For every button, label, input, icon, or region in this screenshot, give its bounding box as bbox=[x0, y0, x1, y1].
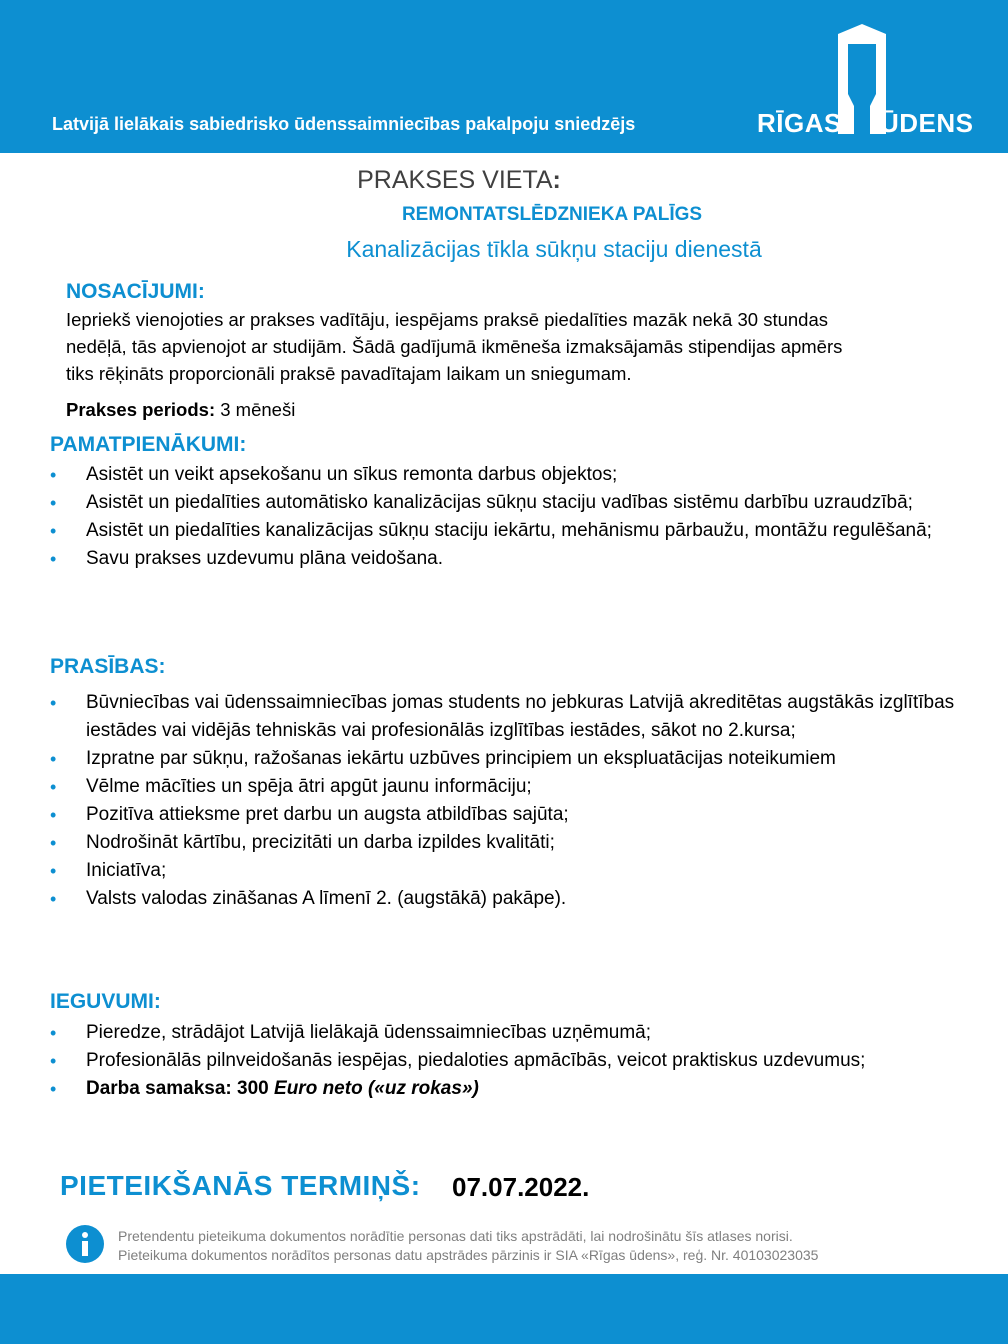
logo-text-left: RĪGAS bbox=[757, 108, 842, 138]
privacy-note bbox=[118, 1227, 818, 1265]
conditions-line: nedēļā, tās apvienojot ar studijām. Šādā gadījumā ikmēneša izmaksājamās stipendijas apmērs bbox=[66, 336, 843, 357]
benefits-list bbox=[50, 1019, 910, 1103]
requirements-heading: PRASĪBAS: bbox=[50, 655, 166, 678]
list-item: • Valsts valodas zināšanas A līmenī 2. (augstākā) pakāpe). bbox=[50, 885, 970, 913]
requirements-list bbox=[50, 689, 970, 913]
deadline-label: PIETEIKŠANĀS TERMIŅŠ: bbox=[60, 1170, 421, 1201]
position-title: REMONTATSLĒDZNIEKA PALĪGS bbox=[401, 204, 703, 225]
benefits-heading: IEGUVUMI: bbox=[50, 990, 161, 1013]
list-item: • Asistēt un veikt apsekošanu un sīkus remonta darbus objektos; bbox=[50, 461, 955, 489]
footer-bar bbox=[0, 1274, 1008, 1344]
list-item: • Būvniecības vai ūdenssaimniecības jomas students no jebkuras Latvijā akreditētas augstākās izglītības iestādes vai vidējās tehniskās vai profesionālās izglītības iestādes, sākot no 2.kursa; bbox=[50, 689, 970, 745]
list-item: • Pozitīva attieksme pret darbu un augsta atbildības sajūta; bbox=[50, 801, 970, 829]
privacy-note-line: Pieteikuma dokumentos norādītos personas datu apstrādes pārzinis ir SIA «Rīgas ūdens», reģ. Nr. 40103023035 bbox=[118, 1247, 819, 1263]
deadline-date: 07.07.2022. bbox=[452, 1172, 590, 1202]
page-title: PRAKSES VIETA: bbox=[357, 166, 561, 194]
list-item: • Vēlme mācīties un spēja ātri apgūt jaunu informāciju; bbox=[50, 773, 970, 801]
conditions-heading: NOSACĪJUMI: bbox=[66, 280, 205, 303]
conditions-line: Iepriekš vienojoties ar prakses vadītāju, iespējams praksē piedalīties mazāk nekā 30 stundas bbox=[66, 309, 828, 330]
duties-list bbox=[50, 461, 955, 573]
list-item: • Izpratne par sūkņu, ražošanas iekārtu uzbūves principiem un ekspluatācijas noteikumiem bbox=[50, 745, 970, 773]
info-icon bbox=[66, 1225, 104, 1263]
list-item: • Asistēt un piedalīties automātisko kanalizācijas sūkņu staciju vadības sistēmu darbību uzraudzībā; bbox=[50, 489, 955, 517]
internship-period: Prakses periods: 3 mēneši bbox=[66, 399, 296, 420]
conditions-line: tiks rēķināts proporcionāli praksē pavadītajam laikam un sniegumam. bbox=[66, 363, 632, 384]
salary-item: • Darba samaksa: 300 Euro neto («uz rokas») bbox=[50, 1075, 910, 1103]
department-title: Kanalizācijas tīkla sūkņu staciju dienestā bbox=[346, 236, 762, 262]
list-item: • Nodrošināt kārtību, precizitāti un darba izpildes kvalitāti; bbox=[50, 829, 970, 857]
privacy-note-line: Pretendentu pieteikuma dokumentos norādītie personas dati tiks apstrādāti, lai nodrošinātu šīs atlases norisi. bbox=[118, 1228, 793, 1244]
list-item: • Pieredze, strādājot Latvijā lielākajā ūdenssaimniecības uzņēmumā; bbox=[50, 1019, 910, 1047]
conditions-text bbox=[66, 306, 986, 387]
list-item: • Profesionālās pilnveidošanās iespējas, piedaloties apmācībās, veicot praktiskus uzdevumus; bbox=[50, 1047, 910, 1075]
logo-text-right: ŪDENS bbox=[880, 108, 974, 138]
duties-heading: PAMATPIENĀKUMI: bbox=[50, 433, 247, 456]
header-tagline: Latvijā lielākais sabiedrisko ūdenssaimniecības pakalpoju sniedzējs bbox=[52, 114, 636, 134]
list-item: • Asistēt un piedalīties kanalizācijas sūkņu staciju iekārtu, mehānismu pārbaužu, montāžu regulēšanā; bbox=[50, 517, 955, 545]
list-item: • Savu prakses uzdevumu plāna veidošana. bbox=[50, 545, 955, 573]
list-item: • Iniciatīva; bbox=[50, 857, 970, 885]
